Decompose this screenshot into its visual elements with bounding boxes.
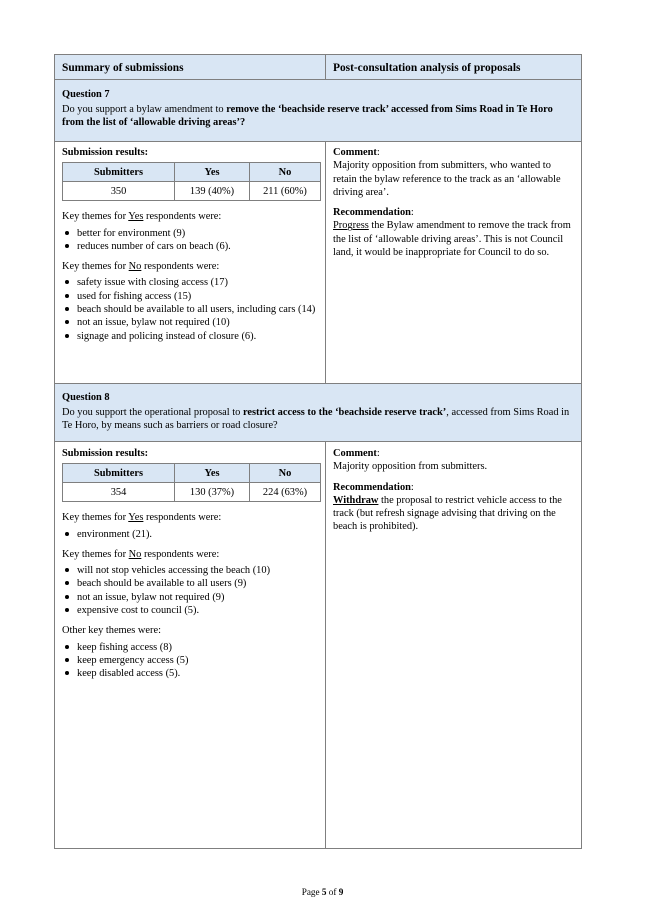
question-8-text-pre: Do you support the operational proposal to bbox=[62, 407, 243, 418]
page-label: Page bbox=[301, 887, 322, 897]
col-no: No bbox=[250, 163, 321, 182]
question-8-title: Question 8 bbox=[62, 392, 110, 403]
yes-themes-label bbox=[62, 210, 322, 223]
no-themes-pre: Key themes for bbox=[62, 261, 129, 273]
header-analysis: Post-consultation analysis of proposals bbox=[333, 62, 521, 74]
other-themes-label: Other key themes were: bbox=[62, 625, 161, 637]
list-item: signage and policing instead of closure (6). bbox=[77, 330, 322, 343]
results-table bbox=[62, 162, 321, 201]
col-yes: Yes bbox=[175, 464, 250, 483]
list-item: not an issue, bylaw not required (10) bbox=[77, 316, 322, 329]
column-divider bbox=[325, 442, 326, 848]
comment-label: Comment bbox=[333, 448, 377, 459]
cell-no: 211 (60%) bbox=[250, 182, 321, 201]
comment-text: Majority opposition from submitters. bbox=[333, 461, 488, 473]
no-themes-post: respondents were: bbox=[141, 261, 220, 273]
recommendation-action: Withdraw bbox=[333, 494, 379, 506]
question-7-text bbox=[62, 103, 572, 130]
comment-heading bbox=[333, 146, 573, 159]
yes-themes-list bbox=[62, 227, 322, 254]
recommendation-heading bbox=[333, 206, 573, 219]
results-table bbox=[62, 463, 321, 502]
list-item: expensive cost to council (5). bbox=[77, 604, 322, 617]
no-themes-pre: Key themes for bbox=[62, 548, 129, 560]
cell-yes: 130 (37%) bbox=[175, 483, 250, 502]
list-item: beach should be available to all users (9) bbox=[77, 577, 322, 590]
column-divider bbox=[325, 142, 326, 383]
recommendation-action: Progress bbox=[333, 220, 369, 232]
col-yes: Yes bbox=[175, 163, 250, 182]
header-summary: Summary of submissions bbox=[62, 62, 184, 74]
no-themes-post: respondents were: bbox=[141, 548, 220, 560]
table-header bbox=[55, 55, 581, 80]
list-item: environment (21). bbox=[77, 528, 322, 541]
question-8-results bbox=[62, 447, 322, 688]
recommendation-label: Recommendation bbox=[333, 207, 411, 219]
cell-no: 224 (63%) bbox=[250, 483, 321, 502]
cell-submitters: 354 bbox=[63, 483, 175, 502]
question-8-analysis bbox=[333, 447, 573, 541]
comment-colon: : bbox=[376, 147, 380, 158]
yes-themes-post: respondents were: bbox=[143, 512, 222, 524]
list-item: keep fishing access (8) bbox=[77, 641, 322, 654]
list-item: better for environment (9) bbox=[77, 227, 322, 240]
list-item: not an issue, bylaw not required (9) bbox=[77, 591, 322, 604]
list-item: beach should be available to all users, including cars (14) bbox=[77, 303, 322, 316]
recommendation-colon: : bbox=[410, 207, 414, 219]
other-themes-list bbox=[62, 641, 322, 681]
list-item: keep disabled access (5). bbox=[77, 667, 322, 680]
no-themes-label bbox=[62, 548, 322, 561]
recommendation-label: Recommendation bbox=[333, 481, 411, 493]
list-item: safety issue with closing access (17) bbox=[77, 276, 322, 289]
list-item: will not stop vehicles accessing the beach (10) bbox=[77, 564, 322, 577]
yes-word: Yes bbox=[128, 512, 144, 524]
question-7-text-bold: remove the ‘beachside reserve track’ accessed from Sims Road in Te Horo from the list of ‘allowable driving areas’ bbox=[62, 104, 553, 129]
list-item: keep emergency access (5) bbox=[77, 654, 322, 667]
yes-themes-post: respondents were: bbox=[143, 211, 222, 223]
yes-themes-pre: Key themes for bbox=[62, 211, 129, 223]
question-7-title: Question 7 bbox=[62, 89, 110, 100]
list-item: used for fishing access (15) bbox=[77, 290, 322, 303]
question-8-band bbox=[55, 383, 581, 442]
list-item: reduces number of cars on beach (6). bbox=[77, 240, 322, 253]
col-no: No bbox=[250, 464, 321, 483]
comment-heading bbox=[333, 447, 573, 460]
question-7-analysis bbox=[333, 146, 573, 266]
yes-themes-list bbox=[62, 528, 322, 541]
cell-yes: 139 (40%) bbox=[175, 182, 250, 201]
question-8-text bbox=[62, 406, 572, 433]
question-7-results bbox=[62, 146, 322, 350]
recommendation-text bbox=[333, 219, 573, 259]
question-8-text-post: , accessed from Sims Road in Te Horo, by means such as barriers or road closure? bbox=[62, 407, 570, 432]
question-7-text-pre: Do you support a bylaw amendment to bbox=[62, 104, 227, 115]
recommendation-colon: : bbox=[410, 481, 414, 493]
col-submitters: Submitters bbox=[63, 464, 175, 483]
submissions-table bbox=[54, 54, 582, 849]
comment-text: Majority opposition from submitters, who wanted to retain the bylaw reference to the track as an ‘allowable driving area’. bbox=[333, 160, 561, 198]
no-word: No bbox=[128, 548, 142, 560]
results-label: Submission results: bbox=[62, 448, 149, 459]
page-of: of bbox=[326, 887, 339, 897]
no-themes-list bbox=[62, 276, 322, 342]
yes-themes-pre: Key themes for bbox=[62, 512, 129, 524]
no-word: No bbox=[128, 261, 142, 273]
page-current: 5 bbox=[321, 887, 327, 897]
yes-themes-label bbox=[62, 511, 322, 524]
recommendation-body: the proposal to restrict vehicle access to the track (but refresh signage advising that driving on the beach is prohibited). bbox=[333, 494, 562, 533]
question-7-text-post: ? bbox=[239, 117, 246, 129]
column-divider bbox=[325, 55, 326, 80]
yes-word: Yes bbox=[128, 211, 144, 223]
col-submitters: Submitters bbox=[63, 163, 175, 182]
comment-colon: : bbox=[376, 448, 380, 459]
no-themes-label bbox=[62, 260, 322, 273]
question-7-band bbox=[55, 80, 581, 142]
no-themes-list bbox=[62, 564, 322, 617]
recommendation-text bbox=[333, 494, 573, 534]
recommendation-body: the Bylaw amendment to remove the track from the list of ‘allowable driving areas’. This is not Council land, it would be inappropriate for Council to do so. bbox=[333, 220, 571, 259]
page-number bbox=[0, 886, 645, 899]
recommendation-heading bbox=[333, 481, 573, 494]
cell-submitters: 350 bbox=[63, 182, 175, 201]
page-total: 9 bbox=[338, 887, 344, 897]
comment-label: Comment bbox=[333, 147, 377, 158]
question-8-text-bold: restrict access to the ‘beachside reserve track’ bbox=[242, 407, 447, 418]
results-label: Submission results: bbox=[62, 147, 149, 158]
